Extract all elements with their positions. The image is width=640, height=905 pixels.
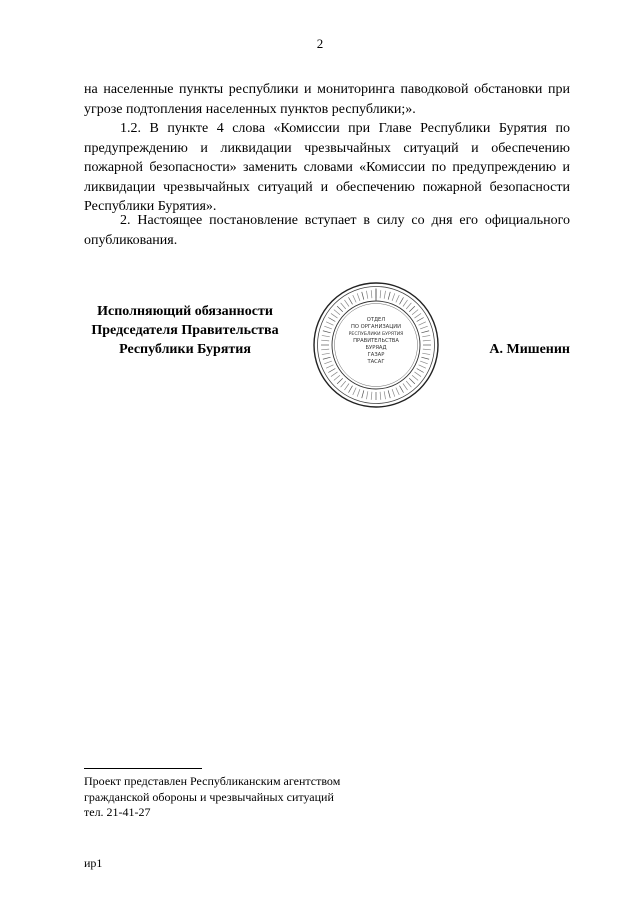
body-paragraphs-bottom bbox=[84, 211, 570, 250]
footnote-line-3: тел. 21-41-27 bbox=[84, 805, 151, 819]
document-initials: ир1 bbox=[84, 856, 103, 870]
seal-line-4: ПРАВИТЕЛЬСТВА bbox=[353, 338, 399, 344]
seal-line-3: РЕСПУБЛИКИ БУРЯТИЯ bbox=[348, 332, 404, 337]
footnote-divider bbox=[84, 768, 202, 769]
signatory-title-line-1: Исполняющий обязанности bbox=[97, 304, 273, 319]
signatory-title-line-2: Председателя Правительства bbox=[91, 323, 279, 338]
footnote-line-2: гражданской обороны и чрезвычайных ситуаций bbox=[84, 789, 334, 804]
paragraph-item-2: 2. Настоящее постановление вступает в силу со дня его официального опубликования. bbox=[84, 213, 570, 248]
footnote-line-1: Проект представлен Республиканским агентством bbox=[84, 774, 341, 788]
footnote bbox=[84, 774, 340, 821]
paragraph-continuation: на населенные пункты республики и мониторинга паводковой обстановки при угрозе подтопления населенных пунктов республики;». bbox=[84, 82, 570, 117]
body-paragraphs-top bbox=[84, 80, 570, 217]
signatory-title bbox=[70, 302, 300, 359]
seal-line-6: ГАЗАР bbox=[367, 352, 385, 358]
signatory-title-line-3: Республики Бурятия bbox=[119, 342, 251, 357]
paragraph-item-1-2: 1.2. В пункте 4 слова «Комиссии при Главе Республики Бурятия по предупреждению и ликвидации чрезвычайных ситуаций и обеспечению пожарной безопасности» заменить словами «Комиссии по предупреждению и ликвидации чрезвычайных ситуаций и обеспечению пожарной безопасности Республики Бурятия». bbox=[84, 121, 570, 214]
seal-line-2: ПО ОРГАНИЗАЦИИ bbox=[350, 324, 402, 330]
seal-line-1: ОТДЕЛ bbox=[366, 317, 386, 323]
page-number: 2 bbox=[316, 36, 324, 51]
signatory-name: А. Мишенин bbox=[489, 342, 570, 357]
seal-line-7: ТАСАГ bbox=[367, 359, 385, 365]
official-seal-icon bbox=[312, 281, 440, 409]
seal-line-5: БУРЯАД bbox=[365, 345, 387, 351]
